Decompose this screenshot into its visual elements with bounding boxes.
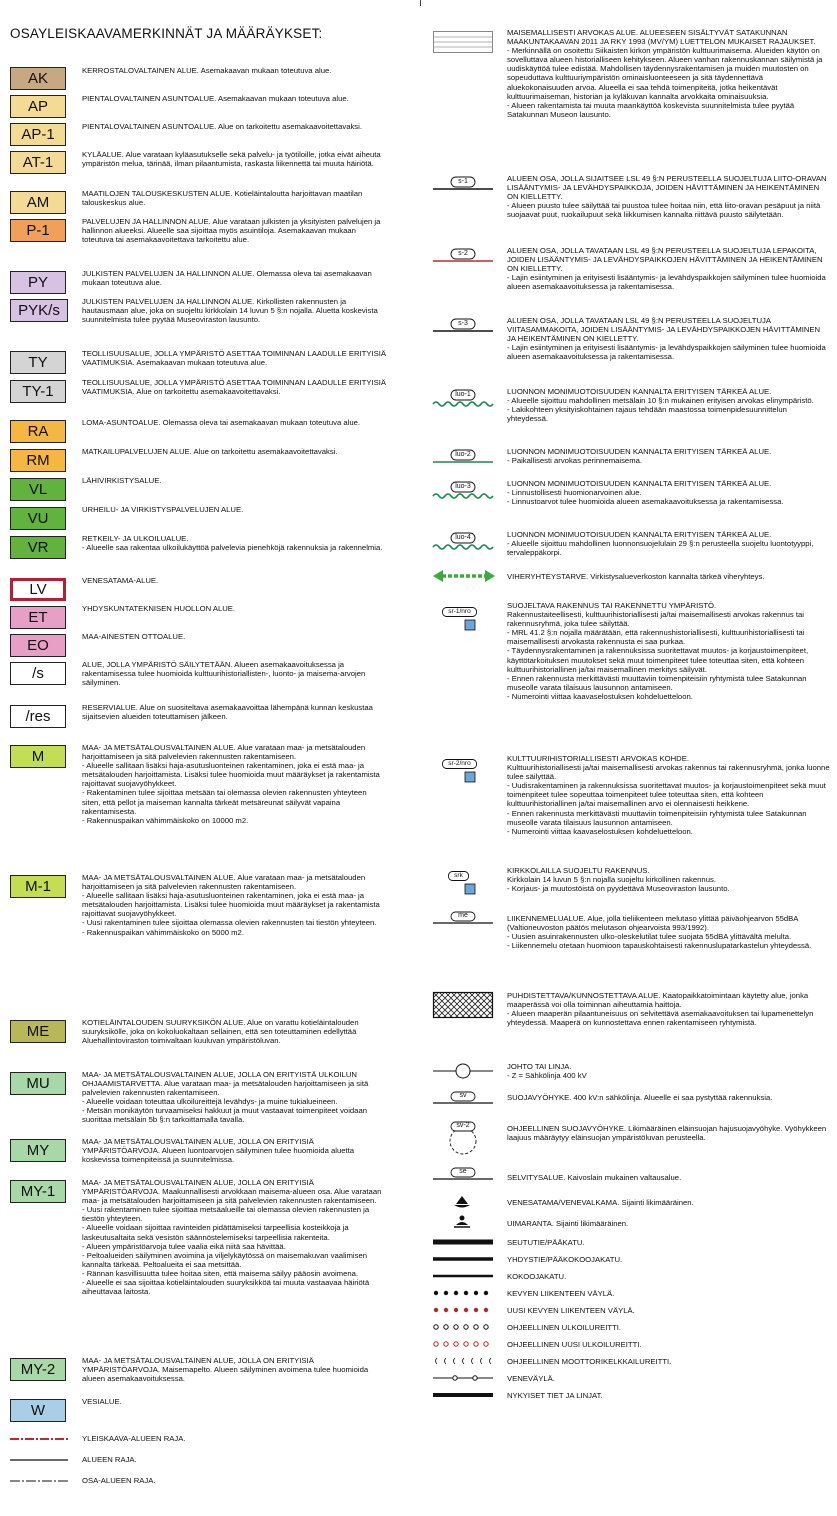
legend-code-me: ME [10,1020,66,1043]
collector-street-line [433,1271,493,1281]
legend-code-at-1: AT-1 [10,151,66,174]
legend-code-vr: VR [10,536,66,559]
legend-code-w: W [10,1399,66,1422]
sr-2-label: sr-2/nro [448,760,471,767]
right-desc-collector-street: KOKOOJAKATU. [507,1272,567,1281]
legend-desc-my-2: MAA- JA METSÄTALOUSVALTAINEN ALUE, JOLLA ON ERITYISIÄ YMPÄRISTÖARVOJA. Maisemapelto. Alueen säilyminen avoimena tulee huomioida alueen asemakaavoituksessa. [82,1356,369,1384]
legend-desc-eo: MAA-AINESTEN OTTOALUE. [82,632,186,641]
outdoor-trail-line [433,1322,493,1332]
right-desc-s-2: ALUEEN OSA, JOLLA TAVATAAN LSL 49 §:N PERUSTEELLA SUOJELTUJA LEPAKOITA, JOIDEN LISÄÄNTYMIS- JA LEVÄHDYSPAIKKOJEN HÄVITTÄMINEN JA HEIKENTÄMINEN ON KIELLETTY. - Lajin esiintyminen ja erityisesti lisääntymis- ja levähdyspaikkojen säilyminen tulee huomioida alueen asemakaavoituksessa ja rakentamisessa. [507,246,826,292]
luo-4-label: luo-4 [455,534,471,541]
right-desc-green-corridor: VIHERYHTEYSTARVE. Virkistysalueverkoston kannalta tärkeä viheryhteys. [507,572,765,581]
right-desc-me: LIIKENNEMELUALUE. Alue, jolla tieliikenteen melutaso ylittää päiväohjearvon 55dBA (Valtioneuvoston päätös melutason ohjearvoista 993/1992). - Uusien asuinrakennusten ulko-oleskelutilat tulee suojata 55dBA ylittävältä melulta. - Liikennemelu otetaan huomioon tapauskohtaisesti rakennuslupatarkastelun yhteydessä. [507,914,812,951]
legend-desc-et: YHDYSKUNTATEKNISEN HUOLLON ALUE. [82,604,236,613]
legend-desc-vu: URHEILU- JA VIRKISTYSPALVELUJEN ALUE. [82,505,244,514]
legend-desc-ap-1: PIENTALOVALTAINEN ASUNTOALUE. Alue on tarkoitettu asemakaavoitettavaksi. [82,122,362,131]
sub-area-boundary-line [10,1478,68,1484]
right-desc-luo-3: LUONNON MONIMUOTOISUUDEN KANNALTA ERITYISEN TÄRKEÄ ALUE. - Linnustollisesti huomionarvoinen alue. - Linnustoarvot tulee huomioida alueen asemakaavoituksessa ja rakentamisessa. [507,479,784,507]
legend-desc-m: MAA- JA METSÄTALOUSVALTAINEN ALUE. Alue varataan maa- ja metsätalouden harjoittamiseen ja sitä palvelevien rakennusten rakentamiseen. - Alueelle sallitaan lisäksi hajа-asutusluonteinen rakentaminen, joka ei estä maa- ja metsätalouden harjoittamista. Lisäksi tulee huomioida muut määräykset ja rakentamista rajoittavat suojavyöhykkeet. - Rakentaminen tulee sijoittaa metsään tai olemassa olevien rakennusten yhteyteen siten, että pellot ja maiseman kannalta tärkeät metsäreunat säilyvät vapaina rakentamisesta. - Rakennuspaikan vähimmäiskoko on 10000 m2. [82,743,380,825]
legend-desc-p-1: PALVELUJEN JA HALLINNON ALUE. Alue varataan julkisten ja yksityisten palvelujen ja hallinnon alueeksi. Alueelle saa sijoittaa myös asuintiloja. Asemakaavan mukaan toteutuva tai asemakaavoitettava tarkoitettu alue. [82,217,381,245]
legend-code-lv: LV [10,578,66,601]
legend-code-ty: TY [10,351,66,374]
legend-code-vu: VU [10,507,66,530]
s-3-label: s-3 [458,320,468,327]
regional-road-line [433,1237,493,1247]
luo-3-label: luo-3 [455,483,471,490]
sv-label: sv [459,1092,467,1099]
contaminated-area-hatch-symbol [433,992,493,1018]
legend-desc-ty-1: TEOLLISUUSALUE, JOLLA YMPÄRISTÖ ASETTAA TOIMINNAN LAADULLE ERITYISIÄ VAATIMUKSIA. Alue on tarkoitettu asemakaavoitettavaksi. [82,378,387,397]
legend-desc-s: ALUE, JOLLA YMPÄRISTÖ SÄILYTETÄÄN. Alueen asemakaavoituksessa ja rakentamisessa tulee huomioida kulttuurihistoriallisten-, luonto- ja maisema-arvojen säilyminen. [82,660,366,688]
legend-desc-res: RESERVIALUE. Alue on suositeltava asemakaavoittaa lähempänä kunnan keskustaa sijaitsevien alueiden toteuttamisen jälkeen. [82,703,373,722]
luo-1-label: luo-1 [455,391,471,398]
boundary-desc-1: YLEISKAAVA-ALUEEN RAJA. [82,1434,186,1443]
legend-desc-vr: RETKEILY- JA ULKOILUALUE. - Alueelle saa rakentaa ulkoilukäyttöä palvelevia pienehköjä rakennuksia ja rakennelmia. [82,534,383,553]
boat-route-line [433,1373,493,1383]
legend-code-mu: MU [10,1072,66,1095]
beach-swimmer-icon [453,1215,471,1229]
right-desc-connecting-road: YHDYSTIE/PÄÄKOKOOJAKATU. [507,1255,623,1264]
right-desc-boat-route: VENEVÄYLÄ. [507,1374,555,1383]
new-outdoor-trail-line [433,1339,493,1349]
plan-area-boundary-line [10,1436,68,1442]
right-desc-light-traffic: KEVYEN LIIKENTEEN VÄYLÄ. [507,1289,615,1298]
legend-code-ak: AK [10,67,66,90]
boat-harbour-icon [453,1195,471,1209]
right-desc-regional-road: SEUTUTIE/PÄÄKATU. [507,1238,585,1247]
legend-code-ap: AP [10,95,66,118]
sv-2-label: sv-2 [456,1122,470,1129]
legend-desc-me: KOTIELÄINTALOUDEN SUURYKSIKÖN ALUE. Alue on varattu kotieläintalouden suuryksikölle, joka on kokoluokaltaan sellainen, että sen toteuttaminen edellyttää Aluehallintoviraston toimivaltaan kuuluvan ympäristöluvan. [82,1018,359,1046]
right-desc-existing-roads: NYKYISET TIET JA LINJAT. [507,1391,603,1400]
legend-code-m-1: M-1 [10,875,66,898]
legend-code-m: M [10,745,66,768]
page-title: OSAYLEISKAAVAMERKINNÄT JA MÄÄRÄYKSET: [10,26,323,41]
right-desc-sv-2: OHJEELLINEN SUOJAVYÖHYKE. Likimääräinen eläinsuojan hajusuojavyöhyke. Vyöhykkeen laajuus määräytyy eläinsuojan ympäristöluvan perusteella. [507,1124,827,1143]
legend-desc-ty: TEOLLISUUSALUE, JOLLA YMPÄRISTÖ ASETTAA TOIMINNAN LAADULLE ERITYISIÄ VAATIMUKSIA. Asemakaavan mukaan toteutuva alue. [82,349,387,368]
legend-desc-am: MAATILOJEN TALOUSKESKUSTEN ALUE. Kotieläintaloutta harjoittavan maatilan talouskeskus alue. [82,189,363,208]
right-desc-boat-harbour: VENESATAMA/VENEVALKAMA. Sijainti likimääräinen. [507,1198,694,1207]
legend-desc-my: MAA- JA METSÄTALOUSVALTAINEN ALUE, JOLLA ON ERITYISIÄ YMPÄRISTÖARVOJA. Alueen luontoarvojen säilyminen tulee huomioida aluetta koskevissa toimenpiteissä ja suunnitelmissa. [82,1137,355,1165]
right-desc-landscape: MAISEMALLISESTI ARVOKAS ALUE. ALUEESEEN SISÄLTYVÄT SATAKUNNAN MAAKUNTAKAAVAN 2011 JA RKY 1993 (MV/YM) LUETTELON MUKAISET RAJAUKSET. - Merkinnällä on osoitettu Siikaisten kirkon ympäristön kulttuurimaisema. Alueiden käytön on sovelluttava alueen historialliseen kehitykseen. Alueen vanhan rakennuskannan säilymistä ja uudiskäyttöä tulee edistää. Mahdollisen täydennysrakentamisen ja muiden muutosten on sopeuduttava kulttuuriympäristön ominaisluonteeseen ja sitä täydennettävä aluekokonaisuuden arvoa. Alueella ei saa tehdä toimenpiteitä, jotka heikentävät kulttuurimaiseman, historian ja kyläkuvan kannalta arvokkaita ominaisuuksia. - Alueen rakentamista tai muuta maankäyttöä koskevista suunnitelmista tulee pyytää Satakunnan Museon lausunto. [507,28,823,119]
se-label: se [459,1168,467,1175]
top-divider-tick [420,0,421,6]
legend-code-ty-1: TY-1 [10,380,66,403]
legend-desc-lv: VENESATAMA-ALUE. [82,576,159,585]
right-desc-beach: UIMARANTA. Sijainti likimääräinen. [507,1219,629,1228]
connecting-road-line [433,1254,493,1264]
right-desc-new-light-traffic: UUSI KEVYEN LIIKENTEEN VÄYLÄ. [507,1306,635,1315]
right-desc-luo-4: LUONNON MONIMUOTOISUUDEN KANNALTA ERITYISEN TÄRKEÄ ALUE. - Alueelle sijoittuu mahdollinen luonnonsuojelulain 29 §:n perusteella suojeltu luontotyyppi, tervaleppäkorpi. [507,530,814,558]
legend-desc-rm: MATKAILUPALVELUJEN ALUE. Alue on tarkoitettu asemakaavoitettavaksi. [82,447,338,456]
legend-desc-vl: LÄHIVIRKISTYSALUE. [82,476,162,485]
legend-code-pyk-s: PYK/s [10,299,68,322]
legend-code-rm: RM [10,449,66,472]
legend-code-ra: RA [10,420,66,443]
legend-desc-m-1: MAA- JA METSÄTALOUSVALTAINEN ALUE. Alue varataan maa- ja metsätalouden harjoittamiseen ja sitä palvelevien rakennusten rakentamiseen. - Alueelle sallitaan lisäksi hajа-asutusluonteinen rakentaminen, joka ei estä maa- ja metsätalouden harjoittamista. Lisäksi tulee huomioida muut määräykset ja rakentamista rajoittavat suojavyöhykkeet. - Uusi rakentaminen tulee sijoittaa olemassa olevien rakennusten tai tiestön yhteyteen. - Rakennuspaikan vähimmäiskoko on 5000 m2. [82,873,380,937]
legend-code-my-2: MY-2 [10,1358,66,1381]
legend-desc-pyk-s: JULKISTEN PALVELUJEN JA HALLINNON ALUE. Kirkollisten rakennusten ja hautausmaan alue, joka on suojeltu kirkkolain 14 luvun 5 §:n nojalla. Aluetta koskevista suunnitelmista tulee pyytää Museoviraston lausunto. [82,297,378,325]
boundary-desc-2: ALUEEN RAJA. [82,1455,137,1464]
snowmobile-route-line [433,1356,493,1366]
legend-desc-w: VESIALUE. [82,1397,122,1406]
boundary-desc-3: OSA-ALUEEN RAJA. [82,1476,156,1485]
legend-code-my-1: MY-1 [10,1180,66,1203]
legend-code-my: MY [10,1139,66,1162]
right-desc-contaminated: PUHDISTETTAVA/KUNNOSTETTAVA ALUE. Kaatopaikkatoimintaan käytetty alue, jonka maaperässä voi olla toiminnan aiheuttamia haittoja. - Alueen maaperän pilaantuneisuus on selvitettävä asemakaavoituksen tai lupamenettelyn yhteydessä. Maaperä on kunnostettava ennen rakentamiseen ryhtymistä. [507,991,814,1028]
area-boundary-line [10,1457,68,1463]
right-desc-srk: KIRKKOLAILLA SUOJELTU RAKENNUS. Kirkkolain 14 luvun 5 §:n nojalla suojeltu kirkollinen rakennus. - Korjaus- ja muutostöistä on pyydettävä Museoviraston lausunto. [507,866,730,894]
s-1-label: s-1 [458,178,468,185]
legend-code-res: /res [10,705,66,728]
right-desc-sr-1: SUOJELTAVA RAKENNUS TAI RAKENNETTU YMPÄRISTÖ. Rakennustaiteellisesti, kulttuurihistoriallisesti ja/tai maisemallisesti arvokas rakennus tai rakennusryhmä, joka tulee säilyttää. - MRL 41.2 §:n nojalla määrätään, että rakennushistoriallisesti, kulttuurihistoriallisesti tai maisemallisesti arvokasta rakennusta ei saa purkaa. - Täydennysrakentaminen ja rakennuksissa suoritettavat muutos- ja korjaustoimenpiteet, käyttötarkoituksen muutokset sekä muut toimenpiteet tulee toteuttaa siten, että kohteen kulttuurihistoriallinen ja/tai maisemallinen merkitys säilyvät. - Ennen rakennusta merkittävästi muuttaviin toimenpiteisiin ryhtymistä tulee Satakunnan museolle varata tilaisuus lausunnon antamiseen. - Numerointi viittaa kaavaselostuksen kohdeluetteloon. [507,601,809,701]
me-label: me [458,912,468,919]
srk-label: srk [454,872,463,879]
right-desc-snowmobile: OHJEELLINEN MOOTTORIKELKKAILUREITTI. [507,1357,672,1366]
right-desc-sv: SUOJAVYÖHYKE. 400 kV:n sähkölinja. Alueelle ei saa pystyttää rakennuksia. [507,1093,773,1102]
luo-2-label: luo-2 [455,451,471,458]
legend-code-p-1: P-1 [10,219,66,242]
legend-code-vl: VL [10,478,66,501]
right-desc-power-line: JOHTO TAI LINJA. - Z = Sähkölinja 400 kV [507,1062,587,1081]
legend-code-am: AM [10,191,66,214]
legend-desc-ra: LOMA-ASUNTOALUE. Olemassa oleva tai asemakaavan mukaan toteutuva alue. [82,418,361,427]
existing-roads-line [433,1390,493,1400]
power-line-symbol [433,1062,493,1080]
legend-desc-ak: KERROSTALOVALTAINEN ALUE. Asemakaavan mukaan toteutuva alue. [82,66,332,75]
green-corridor-arrow-icon [433,570,495,582]
legend-desc-at-1: KYLÄALUE. Alue varataan kyläasutukselle sekä palvelu- ja työtiloille, jotka eivät aiheuta ympäristön melua, tärinää, ilman pilaantumista, raskasta liikennettä tai muuta häiriötä. [82,150,381,169]
right-desc-s-3: ALUEEN OSA, JOLLA TAVATAAN LSL 49 §:N PERUSTEELLA SUOJELTUJA VIITASAMMAKOITA, JOIDEN LISÄÄNTYMIS- JA LEVÄHDYSPAIKKOJEN HÄVITTÄMINEN JA HEIKENTÄMINEN ON KIELLETTY. - Lajin esiintyminen ja erityisesti lisääntymis- ja levähdyspaikkojen säilyminen tulee huomioida alueen asemakaavoituksessa ja rakentamisessa. [507,316,826,362]
legend-code-py: PY [10,271,66,294]
landscape-value-area-symbol [433,31,493,53]
s-2-label: s-2 [458,250,468,257]
legend-code-eo: EO [10,634,66,657]
light-traffic-route-line [433,1288,493,1298]
legend-desc-my-1: MAA- JA METSÄTALOUSVALTAINEN ALUE, JOLLA ON ERITYISIÄ YMPÄRISTÖARVOJA. Maakunnallisesti arvokkaan maisema-alueen osa. Alue varataan maa- ja metsätalouden harjoittamiseen ja sitä palvelevien rakennusten rakentamiseen. - Uusi rakentaminen tulee sijoittaa metsäalueille tai olemassa olevien rakennusten ja tiestön yhteyteen. - Alueelle voidaan sijoittaa ravinteiden pidättämiseksi tarpeellisia kosteikkoja ja laskeutusaltaita sekä vesistön säännöstelemiseksi tarpeellisia rakenteita. - Alueen ympäristöarvoja tulee vaalia eikä niitä saa hävittää. - Peltoalueiden säilyminen avoimina ja viljelykäytössä on maisemakuvan vaalimisen kannalta tärkeää. Peltoalueita ei saa metsittää. - Rännan kasvillisuutta tulee hoitaa siten, että maisema säilyy pääosin avoimena. - Alueelle ei saa sijoittaa kotieläintalouden suuryksikköä tai muuta vastaavaa häiriötä aiheuttavaa laitosta. [82,1178,382,1297]
legend-code-et: ET [10,606,66,629]
right-desc-luo-2: LUONNON MONIMUOTOISUUDEN KANNALTA ERITYISEN TÄRKEÄ ALUE. - Paikallisesti arvokas perinnemaisema. [507,447,772,466]
right-desc-outdoor-trail: OHJEELLINEN ULKOILUREITTI. [507,1323,622,1332]
right-desc-s-1: ALUEEN OSA, JOLLA SIJAITSEE LSL 49 §:N PERUSTEELLA SUOJELTUJA LIITO-ORAVAN LISÄÄNTYMIS- JA LEVÄHDYSPAIKKOJA, JOIDEN HÄVITTÄMINEN JA HEIKENTÄMINEN ON KIELLETTY. - Alueen puusto tulee säilyttää tai puustoa tulee hoitaa niin, että liito-oravan pesäpuut ja niitä suojaavat puut, ruokailupuut sekä liikkumisen kannalta riittävä puusto säilytetään. [507,174,827,220]
legend-code-s: /s [10,662,66,685]
right-desc-new-outdoor-trail: OHJEELLINEN UUSI ULKOILUREITTI. [507,1340,642,1349]
legend-desc-py: JULKISTEN PALVELUJEN JA HALLINNON ALUE. Olemassa oleva tai asemakaavan mukaan toteutuva alue. [82,269,372,288]
legend-desc-ap: PIENTALOVALTAINEN ASUNTOALUE. Asemakaavan mukaan toteutuva alue. [82,94,349,103]
legend-code-ap-1: AP-1 [10,123,66,146]
new-light-traffic-route-line [433,1305,493,1315]
right-desc-luo-1: LUONNON MONIMUOTOISUUDEN KANNALTA ERITYISEN TÄRKEÄ ALUE. - Alueelle sijoittuu mahdollinen metsälain 10 §:n mukainen erityisen arvokas elinympäristö. - Lakikohteen yksityiskohtainen rajaus tehdään maastossa toimenpidesuunnittelun yhteydessä. [507,387,814,424]
sr-1-label: sr-1/nro [448,608,471,615]
right-desc-se: SELVITYSALUE. Kaivoslain mukainen valtausalue. [507,1173,682,1182]
legend-desc-mu: MAA- JA METSÄTALOUSVALTAINEN ALUE, JOLLA ON ERITYISTÄ ULKOILUN OHJAAMISTARVETTA. Alue varataan maa- ja metsätalouden harjoittamiseen ja sitä palvelevien rakennusten rakentamiseen. - Alueelle voidaan toteuttaa ulkoilureittejä levähdys- ja muine tukialueineen. - Metsän monikäytön turvaamiseksi hakkuut ja muut vastaavat toimenpiteet voidaan suorittaa metsälain 5b §:n tarkoittamalla tavalla. [82,1070,369,1125]
right-desc-sr-2: KULTTUURIHISTORIALLISESTI ARVOKAS KOHDE. Kulttuurihistoriallisesti ja/tai maisemallisesti arvokas rakennus tai rakennusryhmä, jonka luonne tulee säilyttää. - Uudisrakentaminen ja rakennuksissa suoritettavat muutos- ja korjaustoimenpiteet sekä muut toimenpiteet tulee sopeuttaa toimenpiteet tulee toteuttaa siten, että kohteen kulttuurihistoriallinen ja/tai maisemallinen arvo ei olennaisesti heikkene. - Ennen rakennusta merkittävästi muuttaviin toimenpiteisiin ryhtymistä tulee Satakunnan museolle varata tilaisuus lausunnon antamiseen. - Numerointi viittaa kaavaselostuksen kohdeluetteloon. [507,754,830,836]
